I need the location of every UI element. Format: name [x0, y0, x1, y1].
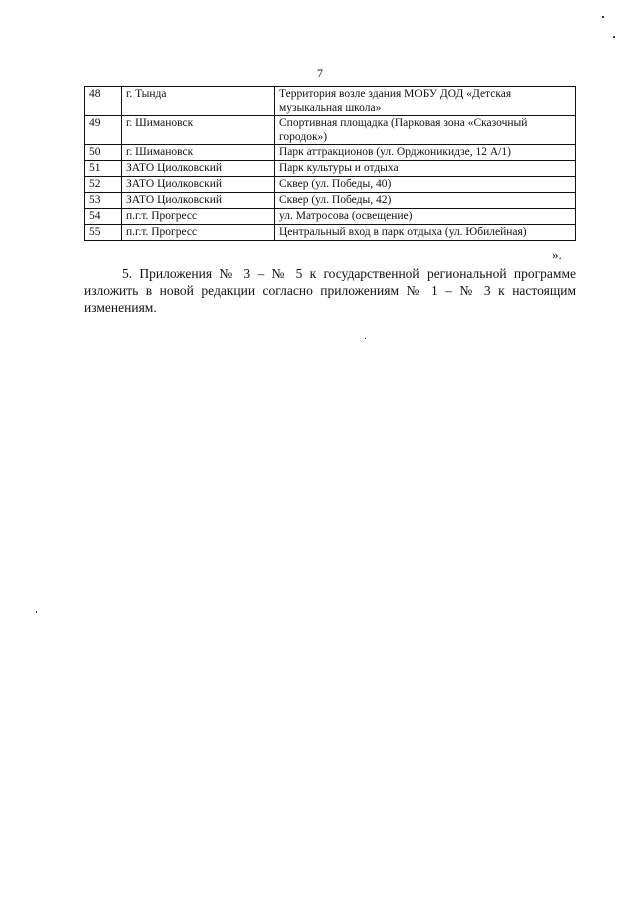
row-place: Спортивная площадка (Парковая зона «Сказочный городок») — [275, 116, 576, 145]
row-town: п.г.т. Прогресс — [122, 225, 275, 241]
row-town: ЗАТО Циолковский — [122, 177, 275, 193]
table-row — [85, 209, 576, 225]
row-place: Сквер (ул. Победы, 42) — [275, 193, 576, 209]
row-number: 51 — [85, 161, 122, 177]
row-number: 48 — [85, 87, 122, 116]
scan-speck — [36, 611, 37, 613]
row-place: Парк аттракционов (ул. Орджоникидзе, 12 А/1) — [275, 145, 576, 161]
table-row — [85, 87, 576, 116]
row-place: Парк культуры и отдыха — [275, 161, 576, 177]
table-row — [85, 116, 576, 145]
row-town: п.г.т. Прогресс — [122, 209, 275, 225]
row-number: 55 — [85, 225, 122, 241]
row-place: Сквер (ул. Победы, 40) — [275, 177, 576, 193]
table-row — [85, 193, 576, 209]
row-town: ЗАТО Циолковский — [122, 193, 275, 209]
closing-quote: ». — [552, 247, 562, 262]
row-number: 50 — [85, 145, 122, 161]
table-row — [85, 225, 576, 241]
scan-speck — [602, 16, 604, 18]
page-number: 7 — [317, 66, 323, 80]
scan-speck — [365, 338, 366, 339]
places-table — [84, 86, 576, 241]
body-paragraph: 5. Приложения № 3 – № 5 к государственной региональной программе изложить в новой редакции согласно приложениям № 1 – № 3 к настоящим изменениям. — [84, 266, 576, 315]
row-place: Территория возле здания МОБУ ДОД «Детская музыкальная школа» — [275, 87, 576, 116]
places-table-body — [85, 87, 576, 241]
row-town: г. Тында — [122, 87, 275, 116]
scan-speck — [613, 36, 615, 38]
table-row — [85, 177, 576, 193]
row-number: 54 — [85, 209, 122, 225]
row-town: ЗАТО Циолковский — [122, 161, 275, 177]
row-place: ул. Матросова (освещение) — [275, 209, 576, 225]
row-place: Центральный вход в парк отдыха (ул. Юбилейная) — [275, 225, 576, 241]
row-town: г. Шимановск — [122, 116, 275, 145]
row-number: 49 — [85, 116, 122, 145]
row-number: 53 — [85, 193, 122, 209]
row-number: 52 — [85, 177, 122, 193]
table-row — [85, 161, 576, 177]
table-row — [85, 145, 576, 161]
row-town: г. Шимановск — [122, 145, 275, 161]
